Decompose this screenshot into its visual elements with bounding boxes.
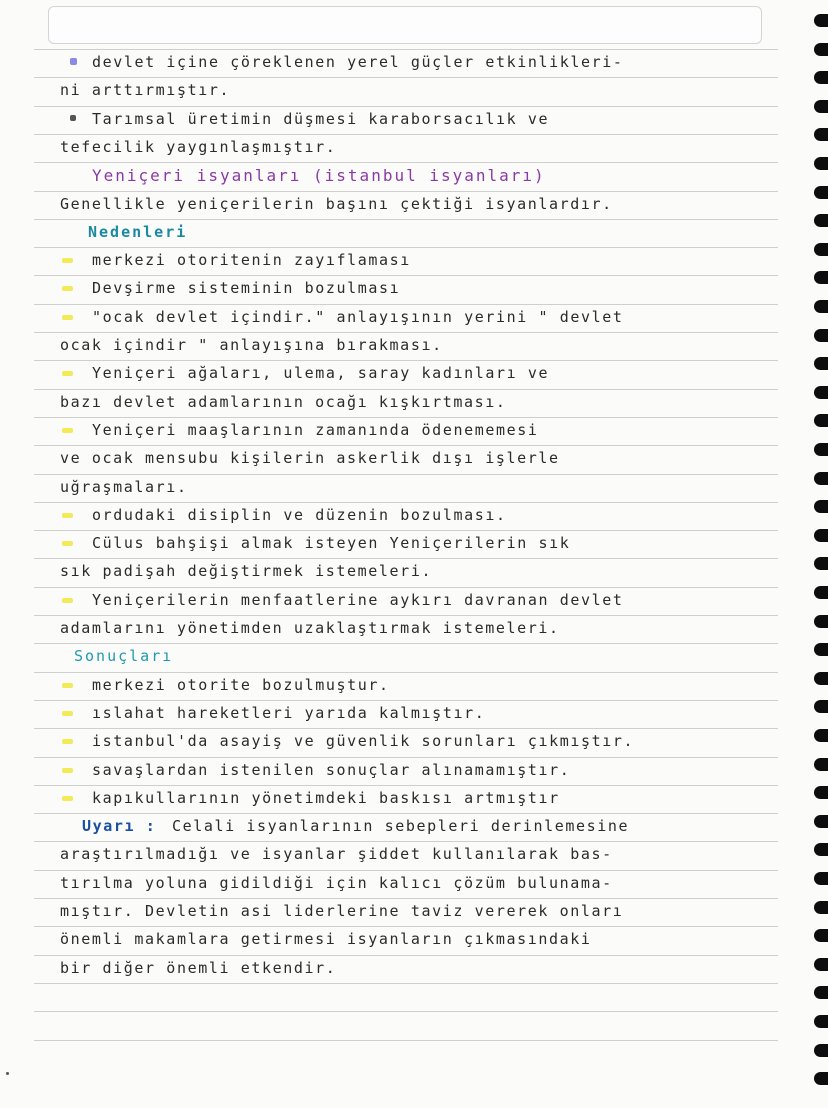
binding-hole bbox=[814, 986, 828, 999]
binding-hole bbox=[814, 1072, 828, 1085]
note-line bbox=[0, 276, 828, 305]
note-text: araştırılmadığı ve isyanlar şiddet kullanılarak bas- bbox=[60, 845, 613, 864]
note-text: istanbul'da asayiş ve güvenlik sorunları çıkmıştır. bbox=[92, 732, 635, 751]
page-mark bbox=[6, 1072, 9, 1075]
note-text: ordudaki disiplin ve düzenin bozulması. bbox=[92, 505, 507, 524]
binding-hole bbox=[814, 14, 828, 27]
note-text: "ocak devlet içindir." anlayışının yerini " devlet bbox=[92, 307, 624, 326]
note-line bbox=[0, 842, 828, 871]
note-text: Yeniçeri isyanları (istanbul isyanları) bbox=[92, 166, 546, 186]
note-line bbox=[0, 220, 828, 249]
note-line bbox=[0, 503, 828, 532]
note-line bbox=[0, 446, 828, 475]
highlight-bullet-icon bbox=[62, 598, 73, 603]
note-line bbox=[0, 673, 828, 702]
note-text: Genellikle yeniçerilerin başını çektiği isyanlardır. bbox=[60, 194, 613, 213]
note-line bbox=[0, 616, 828, 645]
note-text: tırılma yoluna gidildiği için kalıcı çözüm bulunama- bbox=[60, 873, 613, 892]
note-line bbox=[0, 135, 828, 164]
note-line bbox=[0, 50, 828, 79]
note-text: Tarımsal üretimin düşmesi karaborsacılık ve bbox=[92, 109, 550, 128]
note-text: bir diğer önemli etkendir. bbox=[60, 958, 337, 977]
highlight-bullet-icon bbox=[62, 428, 73, 433]
note-text: Devşirme sisteminin bozulması bbox=[92, 279, 401, 298]
note-text: mıştır. Devletin asi liderlerine taviz vererek onları bbox=[60, 902, 624, 920]
highlight-bullet-icon bbox=[62, 513, 73, 518]
note-line bbox=[0, 305, 828, 334]
note-text: sık padişah değiştirmek istemeleri. bbox=[60, 562, 433, 581]
note-text: bazı devlet adamlarının ocağı kışkırtması. bbox=[60, 392, 507, 411]
highlight-bullet-icon bbox=[62, 258, 73, 263]
note-line bbox=[0, 192, 828, 221]
note-line bbox=[0, 729, 828, 758]
highlight-bullet-icon bbox=[70, 58, 77, 65]
highlight-bullet-icon bbox=[62, 796, 73, 801]
note-line bbox=[0, 786, 828, 815]
note-text: tefecilik yaygınlaşmıştır. bbox=[60, 137, 337, 156]
note-line bbox=[0, 390, 828, 419]
highlight-bullet-icon bbox=[62, 315, 73, 320]
note-text: adamlarını yönetimden uzaklaştırmak istemeleri. bbox=[60, 619, 560, 637]
highlight-bullet-icon bbox=[62, 683, 73, 688]
highlight-bullet-icon bbox=[62, 768, 73, 773]
note-line bbox=[0, 588, 828, 617]
highlight-bullet-icon bbox=[62, 739, 73, 744]
note-text: Sonuçları bbox=[74, 647, 174, 666]
note-text: Celali isyanlarının sebepleri derinlemesine bbox=[172, 817, 630, 836]
binding-hole bbox=[814, 1015, 828, 1028]
note-text: önemli makamlara getirmesi isyanların çıkmasındaki bbox=[60, 930, 592, 949]
note-line bbox=[0, 248, 828, 277]
note-text: Nedenleri bbox=[88, 222, 188, 241]
note-line bbox=[0, 475, 828, 504]
note-line bbox=[0, 418, 828, 447]
note-line bbox=[0, 644, 828, 673]
highlight-bullet-icon bbox=[62, 541, 73, 546]
note-text: Yeniçeri maaşlarının zamanında ödenememesi bbox=[92, 420, 539, 439]
note-line bbox=[0, 361, 828, 390]
note-line bbox=[0, 899, 828, 928]
note-line bbox=[0, 333, 828, 362]
note-line bbox=[0, 871, 828, 900]
note-line bbox=[0, 701, 828, 730]
note-line bbox=[0, 163, 828, 192]
binding-hole bbox=[814, 1044, 828, 1057]
note-text: Yeniçeri ağaları, ulema, saray kadınları ve bbox=[92, 364, 550, 383]
note-line bbox=[0, 107, 828, 136]
highlight-bullet-icon bbox=[62, 711, 73, 716]
note-text: merkezi otoritenin zayıflaması bbox=[92, 251, 411, 270]
note-line bbox=[0, 758, 828, 787]
note-line bbox=[0, 559, 828, 588]
ruled-line bbox=[34, 1040, 778, 1041]
note-text: ocak içindir " anlayışına bırakması. bbox=[60, 336, 443, 354]
note-text: Cülus bahşişi almak isteyen Yeniçerilerin sık bbox=[92, 534, 571, 553]
note-text: ve ocak mensubu kişilerin askerlik dışı işlerle bbox=[60, 449, 560, 468]
highlight-bullet-icon bbox=[62, 371, 73, 376]
note-text: kapıkullarının yönetimdeki baskısı artmıştır bbox=[92, 788, 560, 807]
note-line bbox=[0, 956, 828, 985]
note-text: ıslahat hareketleri yarıda kalmıştır. bbox=[92, 703, 486, 722]
note-text: Yeniçerilerin menfaatlerine aykırı davranan devlet bbox=[92, 590, 624, 609]
highlight-bullet-icon bbox=[62, 286, 73, 291]
highlight-bullet-icon bbox=[70, 115, 76, 121]
note-text: savaşlardan istenilen sonuçlar alınamamıştır. bbox=[92, 760, 571, 779]
note-line bbox=[0, 814, 828, 843]
header-box bbox=[48, 6, 762, 44]
note-line bbox=[0, 531, 828, 560]
note-line bbox=[0, 927, 828, 956]
warning-label: Uyarı : bbox=[82, 817, 157, 836]
note-line bbox=[0, 78, 828, 107]
note-text: uğraşmaları. bbox=[60, 477, 188, 496]
ruled-line bbox=[34, 1011, 778, 1012]
note-text: devlet içine çöreklenen yerel güçler etkinlikleri- bbox=[92, 53, 624, 71]
note-text: ni arttırmıştır. bbox=[60, 81, 231, 100]
note-text: merkezi otorite bozulmuştur. bbox=[92, 675, 390, 694]
